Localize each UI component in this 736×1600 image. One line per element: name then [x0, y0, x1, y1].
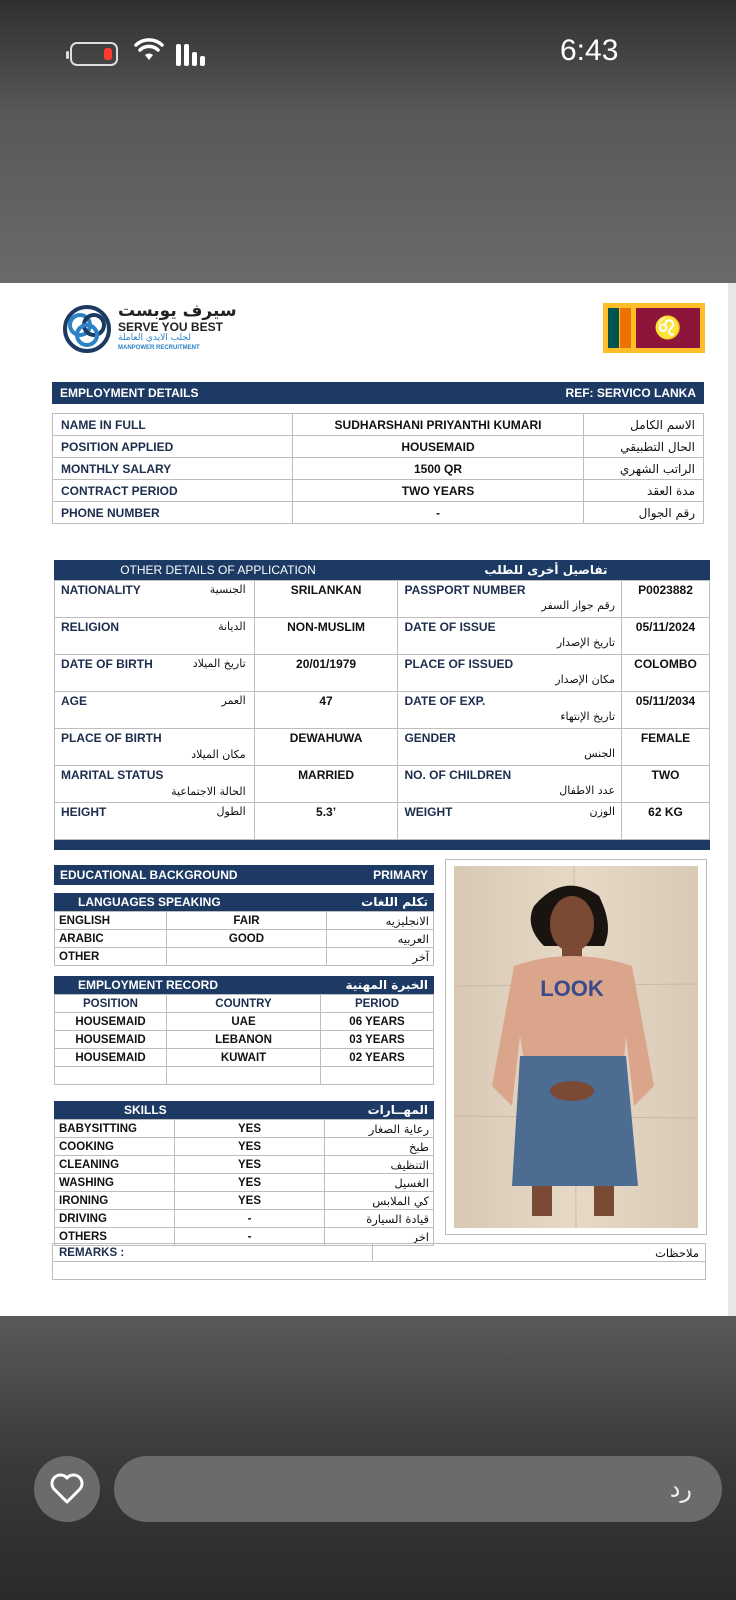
employment-details-table [52, 413, 704, 524]
skill-arabic: طبخ [325, 1138, 434, 1156]
wifi-icon [134, 38, 164, 69]
field-label: HEIGHT [61, 805, 107, 819]
applicant-photo-frame [445, 859, 707, 1235]
skill-name: WASHING [55, 1174, 175, 1192]
table-row [53, 414, 704, 436]
skill-arabic: كي الملابس [325, 1192, 434, 1210]
field-value: NON-MUSLIM [254, 618, 398, 655]
field-label-arabic: العمر [221, 694, 246, 707]
signal-icon [176, 40, 205, 66]
field-label: DATE OF EXP. [404, 694, 486, 708]
field-label: DATE OF ISSUE [404, 620, 496, 634]
table-row [55, 655, 710, 692]
skill-name: IRONING [55, 1192, 175, 1210]
field-label: AGE [61, 694, 88, 708]
field-value: P0023882 [622, 581, 710, 618]
row-value: SUDHARSHANI PRIYANTHI KUMARI [293, 414, 584, 436]
field-value: MARRIED [254, 766, 398, 803]
battery-icon [70, 42, 118, 66]
language-name: ARABIC [55, 930, 167, 948]
applicant-figure-icon [454, 866, 698, 1228]
row-value: - [293, 502, 584, 524]
field-label-arabic: الطول [216, 805, 246, 818]
row-value: 1500 QR [293, 458, 584, 480]
record-period: 06 YEARS [321, 1013, 434, 1031]
skill-value: YES [175, 1192, 325, 1210]
other-details-title-arabic: تفاصيل أخرى للطلب [484, 563, 608, 577]
field-value: COLOMBO [622, 655, 710, 692]
table-row [53, 480, 704, 502]
other-details-section [54, 560, 710, 850]
field-value: 05/11/2024 [622, 618, 710, 655]
table-row [55, 1120, 434, 1138]
languages-table [54, 911, 434, 966]
skill-name: CLEANING [55, 1156, 175, 1174]
reply-placeholder: رد [669, 1475, 692, 1503]
field-label: PLACE OF BIRTH [61, 731, 162, 745]
language-arabic: العربيه [327, 930, 434, 948]
skill-value: YES [175, 1138, 325, 1156]
language-level: GOOD [167, 930, 327, 948]
record-country: UAE [167, 1013, 321, 1031]
record-country [167, 1067, 321, 1085]
employment-details-title: EMPLOYMENT DETAILS [60, 386, 199, 400]
table-row [53, 502, 704, 524]
table-row [55, 766, 710, 803]
field-label: MARITAL STATUS [61, 768, 164, 782]
table-row [55, 618, 710, 655]
record-period: 03 YEARS [321, 1031, 434, 1049]
applicant-photo [454, 866, 698, 1228]
field-label: PASSPORT NUMBER [404, 583, 526, 597]
education-header [54, 865, 434, 885]
company-logo [60, 301, 240, 357]
lion-icon: ♌ [636, 308, 700, 348]
status-time: 6:43 [560, 34, 619, 67]
column-header: COUNTRY [167, 995, 321, 1013]
field-label: GENDER [404, 731, 456, 745]
record-position: HOUSEMAID [55, 1049, 167, 1067]
table-row [55, 692, 710, 729]
skill-value: - [175, 1210, 325, 1228]
language-level: FAIR [167, 912, 327, 930]
language-name: OTHER [55, 948, 167, 966]
field-label-arabic: تاريخ الإصدار [556, 636, 616, 649]
record-period [321, 1067, 434, 1085]
remarks-label: REMARKS : [53, 1244, 373, 1262]
skill-arabic: رعاية الصغار [325, 1120, 434, 1138]
languages-title-arabic: تكلم اللغات [361, 895, 428, 909]
logo-arabic-name: سيرف يوبست [118, 301, 237, 321]
field-label-arabic: الوزن [589, 805, 616, 818]
field-label-arabic: الجنسية [209, 583, 246, 596]
row-arabic-label: الاسم الكامل [584, 414, 704, 436]
record-country: LEBANON [167, 1031, 321, 1049]
table-row [55, 1067, 434, 1085]
row-arabic-label: مدة العقد [584, 480, 704, 502]
logo-english-tagline: MANPOWER RECRUITMENT [118, 345, 200, 351]
record-position: HOUSEMAID [55, 1031, 167, 1049]
cv-document [0, 283, 736, 1316]
field-label-arabic: مكان الميلاد [191, 748, 246, 761]
row-label: POSITION APPLIED [53, 436, 293, 458]
field-value: TWO [622, 766, 710, 803]
skill-name: BABYSITTING [55, 1120, 175, 1138]
row-arabic-label: رقم الجوال [584, 502, 704, 524]
skills-title: SKILLS [124, 1103, 167, 1117]
skill-name: OTHERS [55, 1228, 175, 1246]
skill-arabic: التنظيف [325, 1156, 434, 1174]
language-arabic: الانجليزيه [327, 912, 434, 930]
skill-arabic: قيادة السيارة [325, 1210, 434, 1228]
language-level [167, 948, 327, 966]
field-value: FEMALE [622, 729, 710, 766]
field-value: 20/01/1979 [254, 655, 398, 692]
skill-value: YES [175, 1174, 325, 1192]
field-label: NATIONALITY [61, 583, 141, 597]
table-header-row [55, 995, 434, 1013]
education-value: PRIMARY [373, 868, 428, 882]
skill-name: DRIVING [55, 1210, 175, 1228]
reply-input[interactable] [114, 1456, 722, 1522]
table-row [55, 930, 434, 948]
table-row [55, 581, 710, 618]
table-row [53, 458, 704, 480]
skill-value: YES [175, 1156, 325, 1174]
field-label-arabic: الجنس [584, 747, 616, 760]
skills-header [54, 1101, 434, 1119]
employment-details-header [52, 382, 704, 404]
table-row [55, 1013, 434, 1031]
table-row [55, 729, 710, 766]
field-label-arabic: مكان الإصدار [555, 673, 616, 686]
other-details-title: OTHER DETAILS OF APPLICATION [120, 563, 316, 577]
field-value: SRILANKAN [254, 581, 398, 618]
remarks-arabic: ملاحظات [373, 1244, 706, 1262]
language-name: ENGLISH [55, 912, 167, 930]
skills-title-arabic: المهــارات [367, 1103, 428, 1117]
language-arabic: آخر [327, 948, 434, 966]
employment-record-title-arabic: الخبرة المهنية [345, 978, 428, 992]
skill-arabic: اخر [325, 1228, 434, 1246]
row-label: PHONE NUMBER [53, 502, 293, 524]
reference-text: REF: SERVICO LANKA [565, 386, 696, 400]
skill-value: - [175, 1228, 325, 1246]
other-details-header [54, 560, 710, 580]
table-row [55, 912, 434, 930]
table-row [55, 1210, 434, 1228]
field-label-arabic: الديانة [218, 620, 246, 633]
row-label: NAME IN FULL [53, 414, 293, 436]
table-row [53, 1244, 706, 1262]
skill-arabic: الغسيل [325, 1174, 434, 1192]
table-row [55, 948, 434, 966]
table-row [53, 436, 704, 458]
logo-english-name: SERVE YOU BEST [118, 320, 223, 334]
record-country: KUWAIT [167, 1049, 321, 1067]
skills-table [54, 1119, 434, 1246]
table-row [55, 1156, 434, 1174]
table-row [53, 1262, 706, 1280]
row-arabic-label: الراتب الشهري [584, 458, 704, 480]
languages-section [54, 893, 434, 966]
status-bar [0, 30, 736, 80]
record-position: HOUSEMAID [55, 1013, 167, 1031]
education-label: EDUCATIONAL BACKGROUND [60, 868, 238, 882]
like-button[interactable] [34, 1456, 100, 1522]
employment-record-table [54, 994, 434, 1085]
employment-record-header [54, 976, 434, 994]
field-label: NO. OF CHILDREN [404, 768, 512, 782]
record-position [55, 1067, 167, 1085]
remarks-table [52, 1243, 706, 1280]
sri-lanka-flag [603, 303, 705, 353]
table-row [55, 1049, 434, 1067]
table-row [55, 1192, 434, 1210]
field-value: 05/11/2034 [622, 692, 710, 729]
table-row [55, 803, 710, 840]
record-period: 02 YEARS [321, 1049, 434, 1067]
logo-arabic-tagline: لجلب الايدي العاملة [118, 333, 191, 343]
table-row [55, 1031, 434, 1049]
languages-title: LANGUAGES SPEAKING [78, 895, 221, 909]
field-label-arabic: رقم جواز السفر [541, 599, 616, 612]
row-arabic-label: الحال التطبيقي [584, 436, 704, 458]
field-value: 5.3’ [254, 803, 398, 840]
field-value: 62 KG [622, 803, 710, 840]
field-value: DEWAHUWA [254, 729, 398, 766]
row-label: CONTRACT PERIOD [53, 480, 293, 502]
other-details-table [54, 580, 710, 840]
field-label-arabic: تاريخ الإنتهاء [560, 710, 616, 723]
logo-knot-icon [60, 303, 114, 355]
employment-record-title: EMPLOYMENT RECORD [78, 978, 219, 992]
field-label-arabic: عدد الاطفال [559, 784, 616, 797]
employment-record-section [54, 976, 434, 1085]
skill-name: COOKING [55, 1138, 175, 1156]
field-value: 47 [254, 692, 398, 729]
skill-value: YES [175, 1120, 325, 1138]
field-label: PLACE OF ISSUED [404, 657, 514, 671]
row-value: HOUSEMAID [293, 436, 584, 458]
shirt-text: LOOK [540, 976, 604, 1001]
remarks-value [53, 1262, 706, 1280]
field-label: DATE OF BIRTH [61, 657, 153, 671]
skills-section [54, 1101, 434, 1246]
row-value: TWO YEARS [293, 480, 584, 502]
column-header: POSITION [55, 995, 167, 1013]
table-row [55, 1138, 434, 1156]
row-label: MONTHLY SALARY [53, 458, 293, 480]
languages-header [54, 893, 434, 911]
heart-icon [49, 1473, 85, 1505]
field-label-arabic: تاريخ الميلاد [192, 657, 246, 670]
field-label: WEIGHT [404, 805, 453, 819]
field-label-arabic: الحالة الاجتماعية [171, 785, 246, 798]
column-header: PERIOD [321, 995, 434, 1013]
table-row [55, 1174, 434, 1192]
page-edge [728, 283, 736, 1316]
field-label: RELIGION [61, 620, 120, 634]
